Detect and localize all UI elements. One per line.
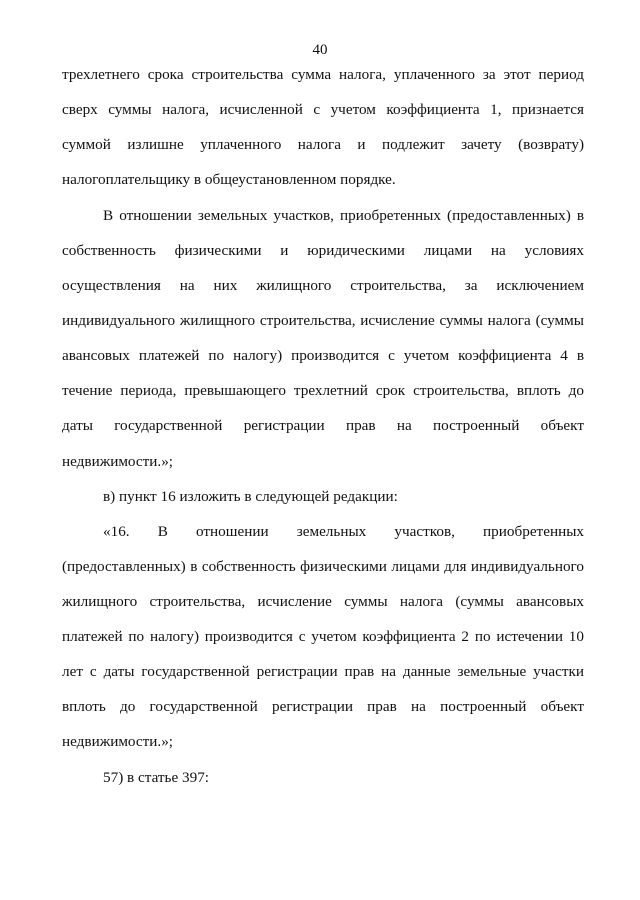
text-line: авансовых платежей по налогу) производится с учетом коэффициента 4 в [62,347,584,364]
text-line: собственность физическими и юридическими лицами на условиях [62,242,584,259]
text-line: в) пункт 16 изложить в следующей редакции: [103,488,398,505]
text-line: недвижимости.»; [62,453,174,470]
text-line: налогоплательщику в общеустановленном порядке. [62,171,396,188]
text-line: даты государственной регистрации прав на построенный объект [62,417,584,434]
text-line: вплоть до государственной регистрации прав на построенный объект [62,698,584,715]
text-line: 57) в статье 397: [103,769,210,786]
text-line: (предоставленных) в собственность физическими лицами для индивидуального [62,558,584,575]
text-line: трехлетнего срока строительства сумма налога, уплаченного за этот период [62,66,584,83]
text-line: жилищного строительства, исчисление суммы налога (суммы авансовых [62,593,584,610]
text-line: индивидуального жилищного строительства, исчисление суммы налога (суммы [62,312,584,329]
text-line: суммой излишне уплаченного налога и подлежит зачету (возврату) [62,136,584,153]
text-line: В отношении земельных участков, приобретенных (предоставленных) в [103,207,584,224]
text-line: «16. В отношении земельных участков, приобретенных [103,523,584,540]
text-line: осуществления на них жилищного строительства, за исключением [62,277,584,294]
text-line: течение периода, превышающего трехлетний срок строительства, вплоть до [62,382,584,399]
page-number: 40 [312,42,328,58]
text-line: недвижимости.»; [62,733,174,750]
text-line: сверх суммы налога, исчисленной с учетом коэффициента 1, признается [62,101,584,118]
text-line: лет с даты государственной регистрации прав на данные земельные участки [62,663,584,680]
text-line: платежей по налогу) производится с учетом коэффициента 2 по истечении 10 [62,628,584,645]
